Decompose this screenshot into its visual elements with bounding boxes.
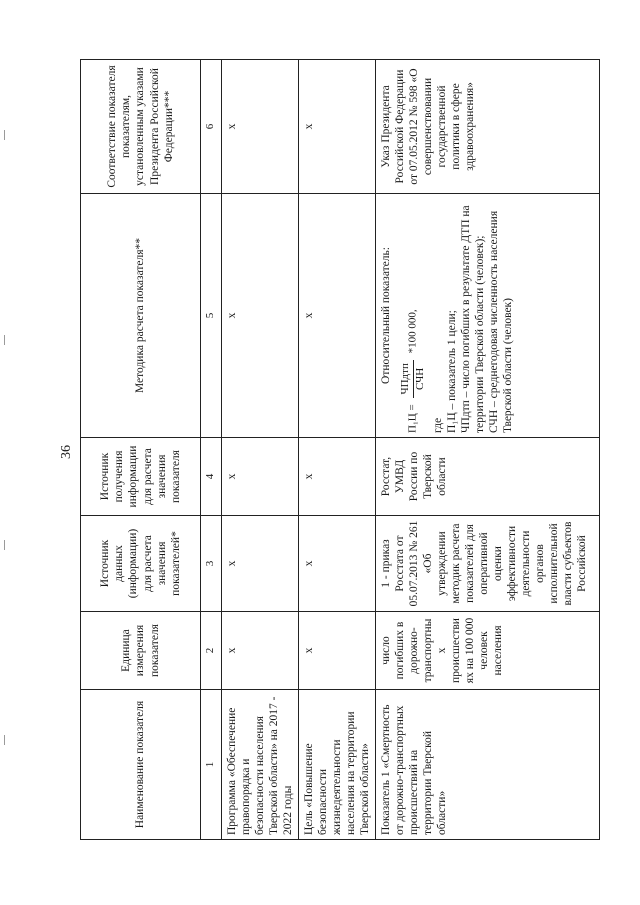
row-data-source: 1 - приказ Росстата от 05.07.2013 № 261 «Об утверждении методик расчета показателей для оперативной оценки эффективности деятельности органов исполнительной власти субъектов Российской xyxy=(376,516,600,612)
table-row xyxy=(376,60,600,840)
edge-tick xyxy=(4,130,5,140)
header-unit: Единица измерения показателя xyxy=(81,612,201,690)
page-number: 36 xyxy=(59,445,74,459)
column-number: 5 xyxy=(201,194,222,438)
column-number: 4 xyxy=(201,438,222,516)
row-name: Цель «Повышение безопасности жизнедеятельности населения на территории Тверской области» xyxy=(299,690,376,840)
rotated-table-wrapper xyxy=(80,60,600,840)
formula-denominator: СЧН xyxy=(413,367,426,390)
row-name: Программа «Обеспечение правопорядка и безопасности населения Тверской области» на 2017 - 2022 годы xyxy=(222,690,299,840)
row-unit: х xyxy=(299,612,376,690)
row-method: х xyxy=(299,194,376,438)
row-data-source: х xyxy=(222,516,299,612)
row-info-source: х xyxy=(299,438,376,516)
edge-tick xyxy=(4,735,5,745)
edge-tick xyxy=(4,335,5,345)
row-name: Показатель 1 «Смертность от дорожно-транспортных происшествий на территории Тверской области» xyxy=(376,690,600,840)
row-method: х xyxy=(222,194,299,438)
header-decree: Соответствие показателя показателям, установленным указами Президента Российской Федерации*** xyxy=(81,60,201,194)
row-info-source: х xyxy=(222,438,299,516)
row-decree: х xyxy=(222,60,299,194)
column-number: 2 xyxy=(201,612,222,690)
header-data-source: Источник данных (информации) для расчета значения показателей* xyxy=(81,516,201,612)
row-unit: х xyxy=(222,612,299,690)
formula-fraction xyxy=(399,360,427,397)
row-decree: Указ Президента Российской Федерации от 07.05.2012 № 598 «О совершенствовании государственной политики в сфере здравоохранения» xyxy=(376,60,600,194)
formula-numerator: ЧПдтп xyxy=(399,360,413,397)
column-number: 3 xyxy=(201,516,222,612)
column-number: 6 xyxy=(201,60,222,194)
header-method: Методика расчета показателя** xyxy=(81,194,201,438)
method-formula xyxy=(399,198,427,433)
indicators-table xyxy=(80,59,600,840)
method-definition: СЧН – среднегодовая численность населения Тверской области (человек) xyxy=(488,210,515,433)
row-decree: х xyxy=(299,60,376,194)
row-unit: число погибших в дорожно-транспортных происшествиях на 100 000 человек населения xyxy=(376,612,600,690)
header-info-source: Источник получения информации для расчета значения показателя xyxy=(81,438,201,516)
formula-multiplier: *100 000, xyxy=(406,309,419,354)
column-numbers-row xyxy=(201,60,222,840)
header-name: Наименование показателя xyxy=(81,690,201,840)
method-where: где xyxy=(431,417,444,433)
header-row xyxy=(81,60,201,840)
table-row xyxy=(222,60,299,840)
table-row xyxy=(299,60,376,840)
column-number: 1 xyxy=(201,690,222,840)
formula-lhs: П₁Ц xyxy=(406,413,419,433)
row-info-source: Росстат, УМВД России по Тверской области xyxy=(376,438,600,516)
edge-tick xyxy=(4,540,5,550)
row-data-source: х xyxy=(299,516,376,612)
method-definition: П₁Ц – показатель 1 цели; xyxy=(446,310,458,433)
formula-equals: = xyxy=(406,404,419,411)
row-method xyxy=(376,194,600,438)
method-definition: ЧПдтп – число погибших в результате ДТП на территории Тверской области (человек); xyxy=(460,205,487,433)
method-intro: Относительный показатель: xyxy=(380,247,393,384)
